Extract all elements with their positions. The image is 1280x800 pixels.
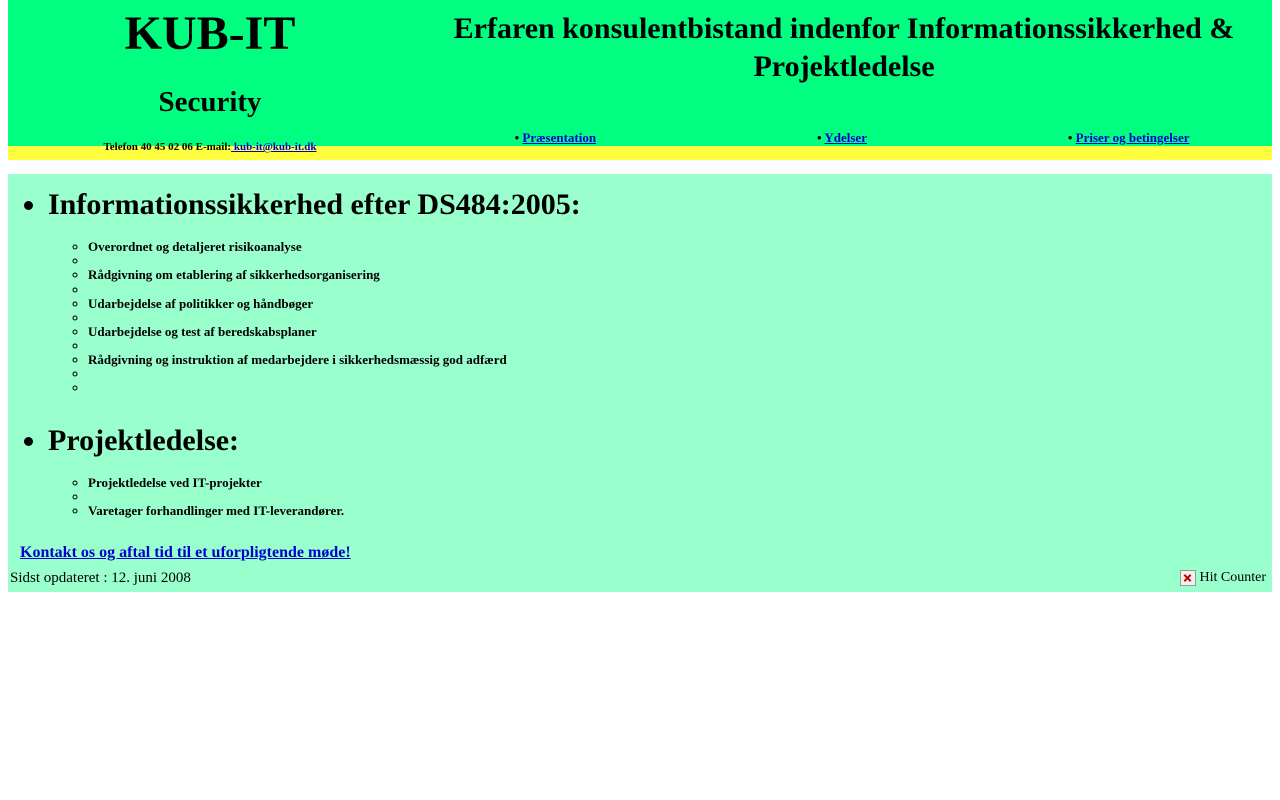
list-item: ◦ Overordnet og detaljeret risikoanalyse [88, 240, 1272, 254]
email-link[interactable]: kub-it@kub-it.dk [231, 141, 317, 153]
nav-bullet-icon: • [817, 130, 822, 145]
main-nav [412, 130, 1272, 146]
list-item: ◦ Projektledelse ved IT-projekter [88, 476, 1272, 490]
broken-image-icon [1180, 570, 1196, 586]
site-footer [8, 568, 1272, 592]
nav-item-prices[interactable] [985, 130, 1272, 146]
contact-cta-link[interactable]: Kontakt os og aftal tid til et uforpligtende møde! [20, 544, 351, 562]
list-item: ◦ Udarbejdelse af politikker og håndbøger [88, 297, 1272, 311]
last-updated: Sidst opdateret : 12. juni 2008 [10, 570, 191, 586]
section-heading: Informationssikkerhed efter DS484:2005: [48, 188, 581, 221]
nav-link-services[interactable]: Ydelser [824, 130, 867, 145]
list-spacer [88, 254, 1272, 268]
spacer [48, 458, 1272, 476]
brand-title: KUB-IT [124, 7, 296, 60]
nav-item-presentation[interactable] [412, 130, 699, 146]
section-list [8, 174, 1272, 518]
hit-counter [1180, 570, 1267, 586]
security-item-list [48, 240, 1272, 396]
list-spacer [88, 283, 1272, 297]
list-item: ◦ Udarbejdelse og test af beredskabsplaner [88, 325, 1272, 339]
section-projects [48, 410, 1272, 519]
spacer [48, 222, 1272, 240]
list-item-empty [88, 381, 1272, 395]
site-header [8, 0, 1272, 153]
contact-phone-label: Telefon 40 45 02 06 E-mail: [103, 141, 232, 153]
main-content [8, 174, 1272, 568]
list-item: ◦ Rådgivning om etablering af sikkerhedsorganisering [88, 268, 1272, 282]
list-item: ◦ Rådgivning og instruktion af medarbejdere i sikkerhedsmæssig god adfærd [88, 353, 1272, 367]
list-spacer [88, 490, 1272, 504]
nav-link-prices[interactable]: Priser og betingelser [1075, 130, 1190, 145]
nav-item-services[interactable] [699, 130, 986, 146]
list-spacer [88, 339, 1272, 353]
project-item-list [48, 476, 1272, 519]
list-spacer [88, 311, 1272, 325]
contact-cta[interactable] [8, 518, 1272, 562]
nav-link-presentation[interactable]: Præsentation [522, 130, 597, 145]
section-security [48, 174, 1272, 396]
section-heading: Projektledelse: [48, 423, 240, 457]
headline: Erfaren konsulentbistand indenfor Informationssikkerhed & Projektledelse [453, 12, 1235, 84]
list-item: ◦ Varetager forhandlinger med IT-leverandører. [88, 504, 1272, 518]
contact-line [8, 141, 412, 153]
hit-counter-alt-text: Hit Counter [1199, 570, 1266, 585]
brand-subtitle: Security [158, 86, 262, 118]
brand-block [8, 0, 412, 153]
nav-bullet-icon: • [514, 130, 520, 145]
nav-bullet-icon: • [1067, 130, 1073, 145]
list-spacer [88, 367, 1272, 381]
